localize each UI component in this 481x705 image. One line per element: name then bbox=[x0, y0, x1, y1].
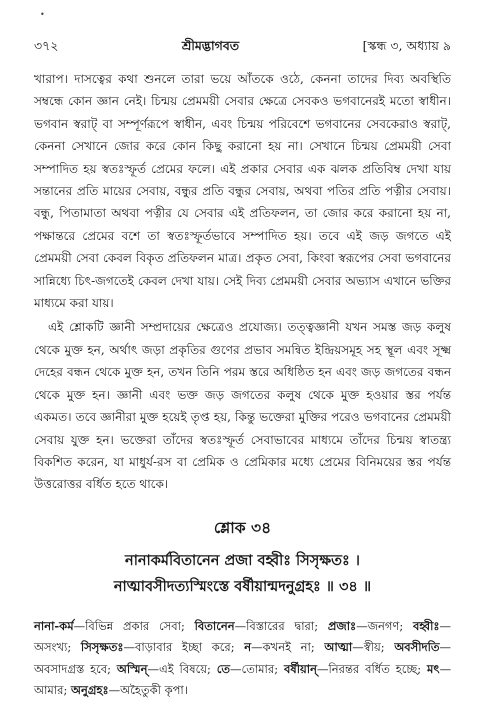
synonym-meaning: জনগণ; bbox=[367, 618, 404, 633]
synonym-item: আত্মা—স্বীয়; bbox=[324, 640, 385, 655]
book-title: শ্রীমদ্ভাগবত bbox=[181, 38, 240, 53]
synonym-meaning: বিভিন্ন প্রকার সেবা; bbox=[85, 618, 185, 633]
synonym-word: বিতানেন bbox=[194, 618, 235, 633]
purport-paragraph-2: এই শ্লোকটি জ্ঞানী সম্প্রদায়ের ক্ষেত্রেও প্রযোজ্য। তত্ত্বজ্ঞানী যখন সমস্ত জড় কলুষ থেকে মুক্ত হন, অর্থাৎ জড়া প্রকৃতির গুণের প্রভাব সমন্বিত ইন্দ্রিয়সমূহ সহ স্থূল এবং সূক্ষ্ম দেহের বন্ধন থেকে মুক্ত হন, তখন তিনি পরম স্তরে অধিষ্ঠিত হন এবং জড় জগতের বন্ধন থেকে মুক্ত হন। জ্ঞানী এবং ভক্ত জড় জগতের কলুষ থেকে মুক্ত হওয়ার স্তর পর্যন্ত একমত। তবে জ্ঞানীরা মুক্ত হয়েই তৃপ্ত হয়, কিন্তু ভক্তেরা মুক্তির পরেও ভগবানের প্রেমময়ী সেবায় যুক্ত হন। ভক্তেরা তাঁদের স্বতঃস্ফূর্ত সেবাভাবের মাধ্যমে তাঁদের চিন্ময় স্বাতন্ত্র্য বিকশিত করেন, যা মাধুর্য-রস বা প্রেমিক ও প্রেমিকার মধ্যে প্রেমের বিনিময়ের স্তর পর্যন্ত উত্তরোত্তর বর্ধিত হতে থাকে। bbox=[34, 320, 451, 492]
synonym-item: ন—কখনই না; bbox=[244, 640, 315, 655]
synonym-item: বহ্বীঃ—অসংখ্য; bbox=[34, 618, 452, 655]
synonym-item: নানা-কর্ম—বিভিন্ন প্রকার সেবা; bbox=[34, 618, 185, 633]
synonym-word: ন bbox=[244, 640, 252, 655]
sloka-line-2: নাত্মাবসীদত্যস্মিংস্তে বর্ষীয়ান্মদনুগ্রহঃ ॥ ৩৪ ॥ bbox=[113, 577, 372, 595]
synonym-meaning: কখনই না; bbox=[262, 640, 315, 655]
synonym-meaning: আমার; bbox=[34, 683, 68, 698]
synonym-word: প্রজাঃ bbox=[327, 618, 357, 633]
synonym-item: সিসৃক্ষতঃ—বাড়াবার ইচ্ছা করে; bbox=[80, 640, 235, 655]
chapter-reference: [স্কন্ধ ৩, অধ্যায় ৯ bbox=[362, 38, 451, 53]
synonym-meaning: স্বীয়; bbox=[363, 640, 385, 655]
synonym-meaning: অহৈতুকী কৃপা। bbox=[120, 683, 188, 698]
synonym-word: তে bbox=[216, 661, 231, 676]
synonym-word: অস্মিন্‌ bbox=[116, 661, 148, 676]
sloka-line-1: নানাকর্মবিতানেন প্রজা বহ্বীঃ সিসৃক্ষতঃ । bbox=[125, 551, 360, 569]
synonym-item: তে—তোমার; bbox=[216, 661, 279, 676]
synonym-meaning: অবসাদগ্রস্ত হবে; bbox=[34, 661, 112, 676]
page-header bbox=[34, 38, 451, 58]
synonym-meaning: নিরন্তর বর্ধিত হচ্ছে; bbox=[328, 661, 422, 676]
synonym-item: বিতানেন—বিস্তারের দ্বারা; bbox=[194, 618, 319, 633]
synonym-word: মৎ bbox=[427, 661, 440, 676]
synonym-item: অস্মিন্‌—এই বিষয়ে; bbox=[116, 661, 211, 676]
synonym-meaning: বাড়াবার ইচ্ছা করে; bbox=[134, 640, 235, 655]
synonym-meaning: তোমার; bbox=[241, 661, 279, 676]
purport-paragraph-1: খারাপ। দাসত্বের কথা শুনলে তারা ভয়ে আঁতকে ওঠে, কেননা তাদের দিব্য অবস্থিতি সম্বন্ধে কোন জ্ঞান নেই। চিন্ময় প্রেমময়ী সেবার ক্ষেত্রে সেবকও ভগবানেরই মতো স্বাধীন। ভগবান স্বরাট্‌ বা সম্পূর্ণরূপে স্বাধীন, এবং চিন্ময় পরিবেশে ভগবানের সেবকেরাও স্বরাট্‌, কেননা সেখানে জোর করে কোন কিছু করানো হয় না। সেখানে চিন্ময় প্রেমময়ী সেবা সম্পাদিত হয় স্বতঃস্ফূর্ত প্রেমের ফলে। এই প্রকার সেবার এক ঝলক প্রতিবিম্ব দেখা যায় সন্তানের প্রতি মায়ের সেবায়, বন্ধুর প্রতি বন্ধুর সেবায়, অথবা পতির প্রতি পত্নীর সেবায়। বন্ধু, পিতামাতা অথবা পত্নীর যে সেবার এই প্রতিফলন, তা জোর করে করানো হয় না, পক্ষান্তরে প্রেমের বশে তা স্বতঃস্ফূর্তভাবে সম্পাদিত হয়। তবে এই জড় জগতে এই প্রেমময়ী সেবা কেবল বিকৃত প্রতিফলন মাত্র। প্রকৃত সেবা, কিংবা স্বরূপের সেবা ভগবানের সান্নিধ্যে চিৎ-জগতেই কেবল দেখা যায়। সেই দিব্য প্রেমময়ী সেবার অভ্যাস এখানে ভক্তির মাধ্যমে করা যায়। bbox=[34, 72, 451, 311]
synonyms-block bbox=[34, 616, 451, 702]
synonym-word: নানা-কর্ম bbox=[34, 618, 74, 633]
synonym-meaning: এই বিষয়ে; bbox=[158, 661, 211, 676]
synonym-word: অনুগ্রহঃ bbox=[71, 683, 109, 698]
synonym-item: প্রজাঃ—জনগণ; bbox=[327, 618, 404, 633]
synonym-word: অবসীদতি bbox=[394, 640, 440, 655]
synonym-item: বর্ষীয়ান্‌—নিরন্তর বর্ধিত হচ্ছে; bbox=[283, 661, 422, 676]
sloka-title: শ্লোক ৩৪ bbox=[213, 517, 272, 537]
synonym-meaning: অসংখ্য; bbox=[34, 640, 72, 655]
page-number: ৩৭২ bbox=[34, 38, 59, 53]
synonym-word: সিসৃক্ষতঃ bbox=[80, 640, 124, 655]
synonym-meaning: বিস্তারের দ্বারা; bbox=[246, 618, 319, 633]
stray-dot: • bbox=[40, 10, 45, 19]
synonym-word: বর্ষীয়ান্‌ bbox=[283, 661, 317, 676]
synonym-item: মৎ—আমার; bbox=[34, 661, 452, 698]
synonym-word: আত্মা bbox=[324, 640, 353, 655]
synonym-item: অবসীদতি—অবসাদগ্রস্ত হবে; bbox=[34, 640, 452, 676]
synonym-item: অনুগ্রহঃ—অহৈতুকী কৃপা। bbox=[71, 683, 188, 698]
synonym-word: বহ্বীঃ bbox=[412, 618, 440, 633]
